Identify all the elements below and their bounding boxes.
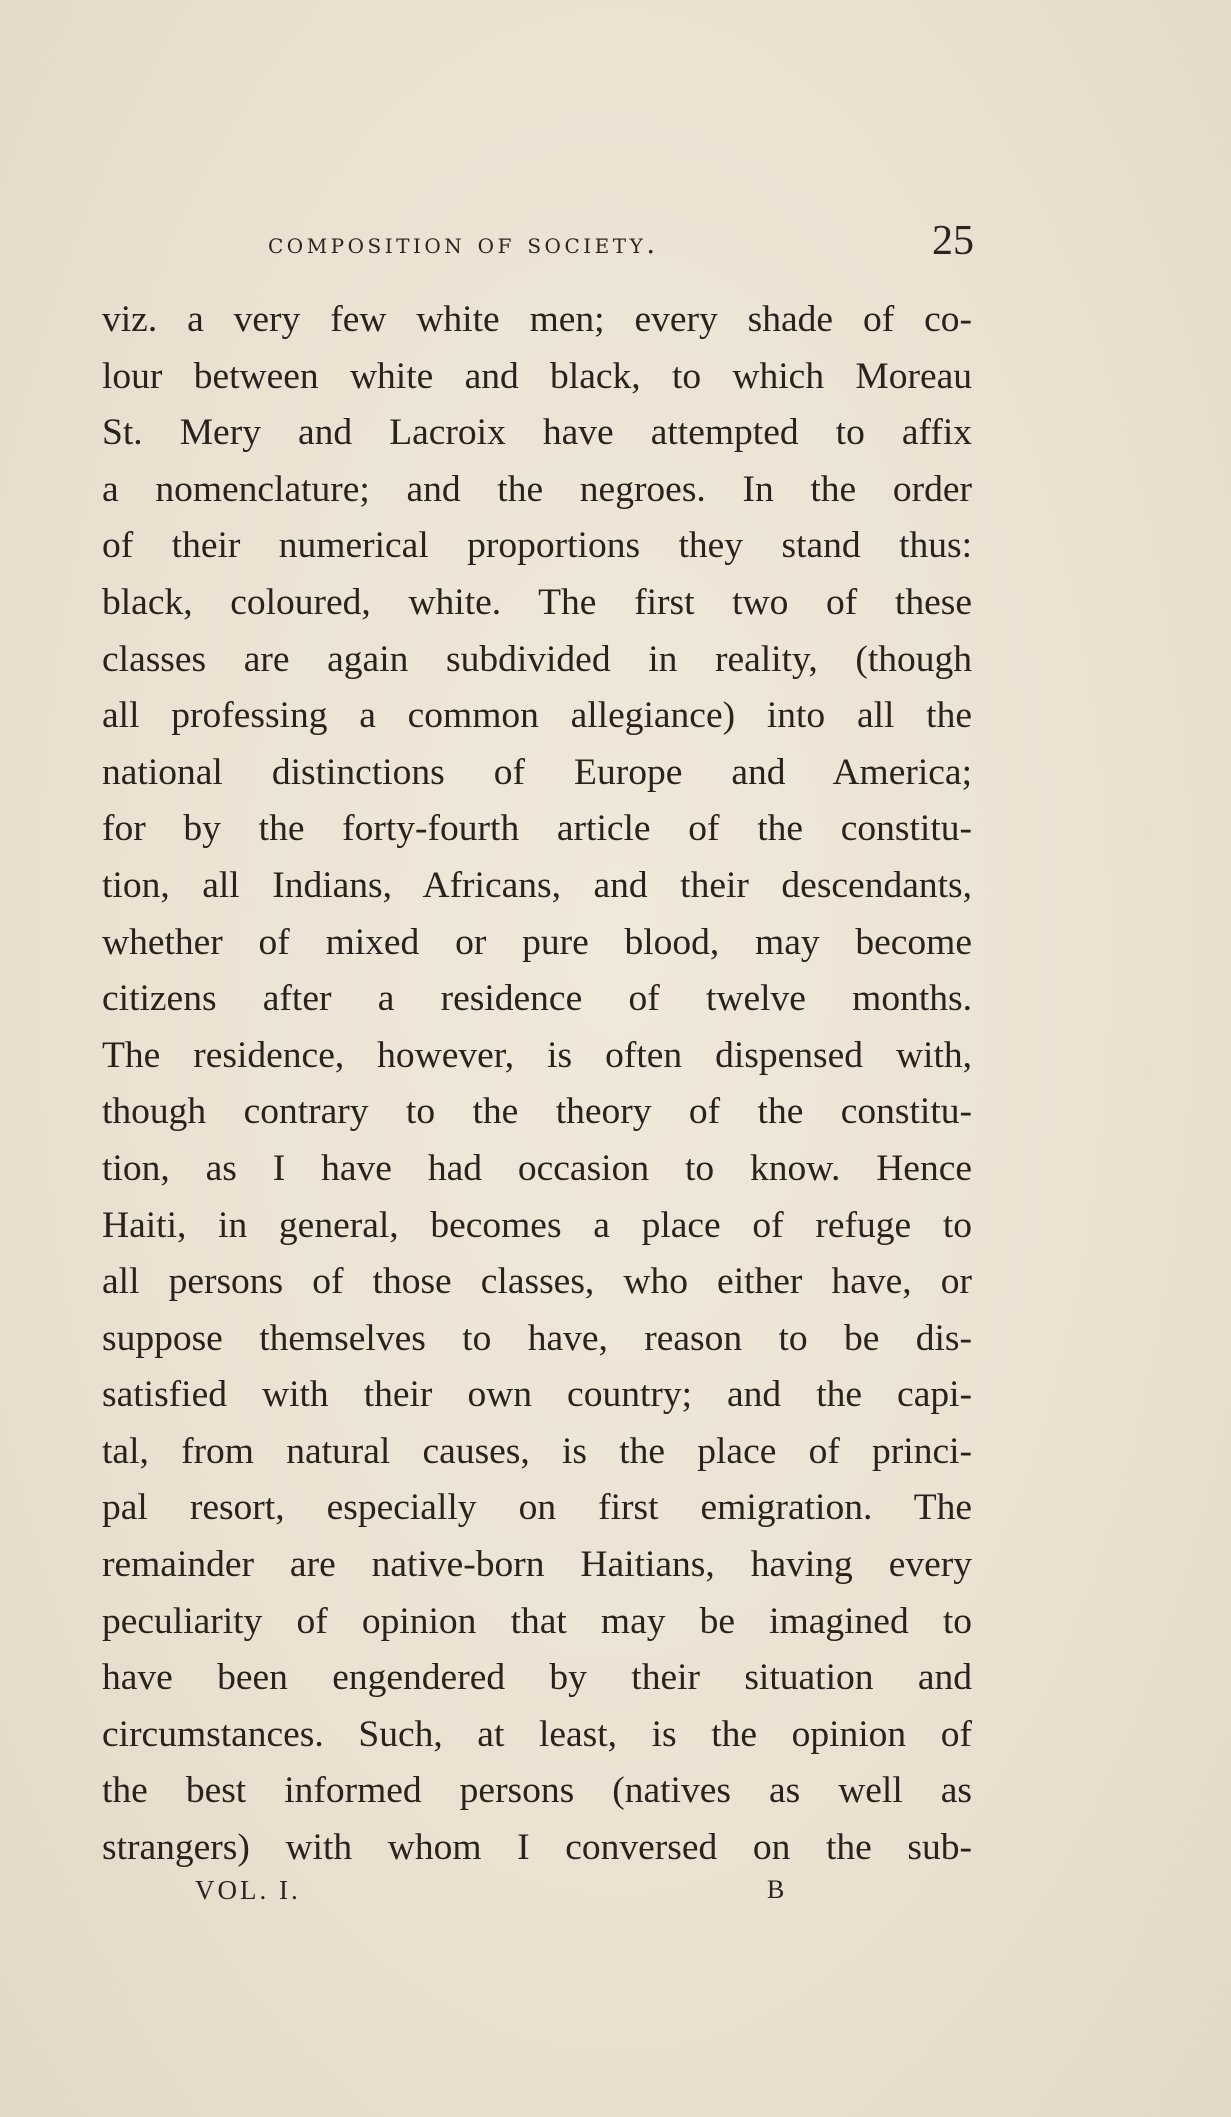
text-line: The residence, however, is often dispensed with, <box>102 1034 972 1076</box>
text-line: classes are again subdivided in reality, (though <box>102 638 972 680</box>
text-line: viz. a very few white men; every shade of co- <box>102 299 972 340</box>
text-line: for by the forty-fourth article of the constitu- <box>102 808 972 850</box>
page-footer <box>195 1875 815 1925</box>
text-line: all professing a common allegiance) into all the <box>102 695 972 737</box>
text-line: peculiarity of opinion that may be imagined to <box>102 1600 972 1642</box>
text-line: national distinctions of Europe and America; <box>102 751 972 793</box>
text-line: tion, all Indians, Africans, and their descendants, <box>102 864 972 906</box>
text-line: have been engendered by their situation and <box>102 1657 972 1699</box>
text-line: black, coloured, white. The first two of these <box>102 581 972 623</box>
text-line: St. Mery and Lacroix have attempted to affix <box>102 412 972 454</box>
text-line: lour between white and black, to which Moreau <box>102 355 972 397</box>
text-line: though contrary to the theory of the constitu- <box>102 1091 972 1133</box>
text-line: of their numerical proportions they stand thus: <box>102 525 972 567</box>
volume-label: VOL. I. <box>195 1875 301 1905</box>
text-line: citizens after a residence of twelve months. <box>102 978 972 1020</box>
text-line: tal, from natural causes, is the place of princi- <box>102 1430 972 1472</box>
text-line: all persons of those classes, who either have, or <box>102 1261 972 1303</box>
page-number: 25 <box>932 218 974 264</box>
text-line: whether of mixed or pure blood, may become <box>102 921 972 963</box>
text-line: circumstances. Such, at least, is the opinion of <box>102 1713 972 1755</box>
text-line: Haiti, in general, becomes a place of refuge to <box>102 1204 972 1246</box>
text-line: a nomenclature; and the negroes. In the order <box>102 468 972 510</box>
text-line: remainder are native-born Haitians, having every <box>102 1544 972 1586</box>
text-line: suppose themselves to have, reason to be dis- <box>102 1317 972 1359</box>
text-line: satisfied with their own country; and the capi- <box>102 1374 972 1416</box>
running-head: composition of society. <box>268 227 659 260</box>
text-line: tion, as I have had occasion to know. Hence <box>102 1147 972 1189</box>
text-line: the best informed persons (natives as well as <box>102 1770 972 1812</box>
text-line: pal resort, especially on first emigration. The <box>102 1487 972 1529</box>
page-header <box>268 215 974 271</box>
text-line: strangers) with whom I conversed on the sub- <box>102 1827 972 1869</box>
signature-mark: B <box>767 1875 785 1904</box>
body-text <box>102 292 972 1877</box>
